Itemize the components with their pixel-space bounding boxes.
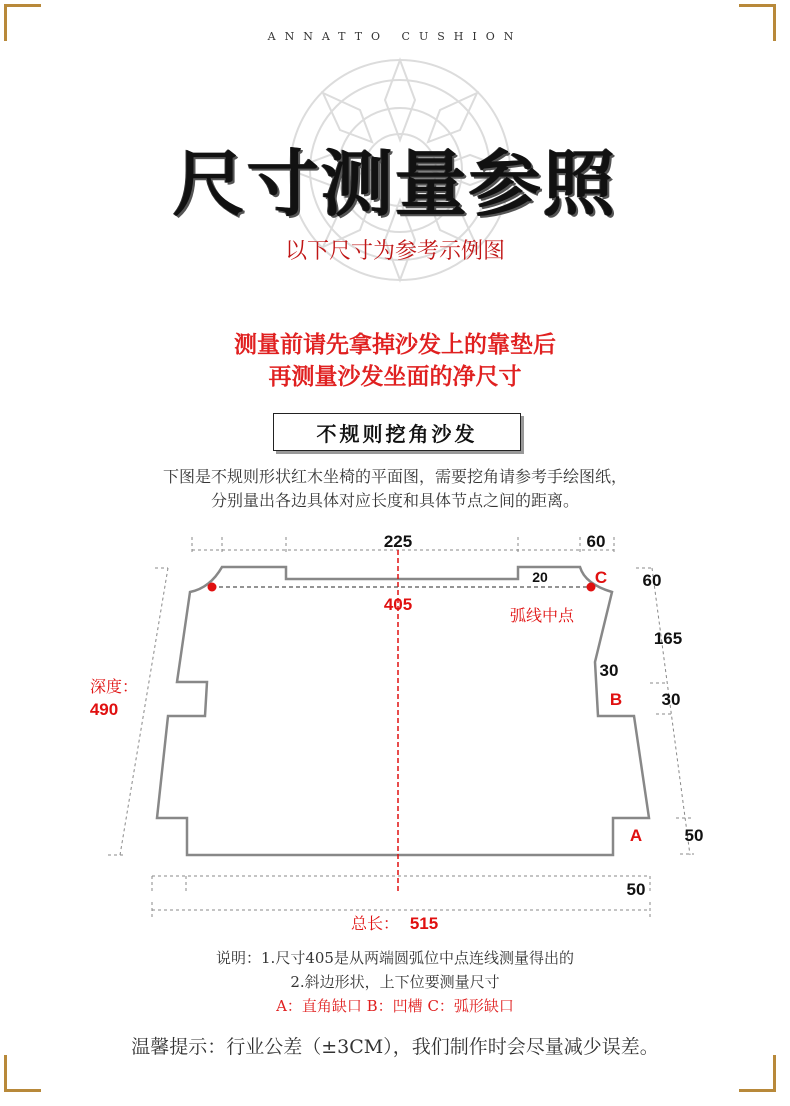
description-line-1: 下图是不规则形状红木坐椅的平面图，需要挖角请参考手绘图纸，: [162, 467, 627, 486]
page-subtitle: 以下尺寸为参考示例图: [284, 239, 505, 264]
legend-line-3: A：直角缺口 B：凹槽 C：弧形缺口: [276, 997, 514, 1015]
dim-inner-width: 405: [383, 595, 413, 614]
legend-line-2: 2.斜边形状，上下位要测量尺寸: [290, 973, 500, 991]
section-title: 不规则挖角沙发: [316, 421, 478, 446]
depth-value: 490: [89, 700, 119, 719]
dim-top-right-gap: 60: [586, 532, 606, 551]
depth-label: 深度：: [89, 677, 139, 696]
total-length-value: 515: [409, 914, 439, 933]
dim-groove-height: 30: [661, 690, 681, 709]
label-b: B: [609, 690, 623, 709]
notice-line-1: 测量前请先拿掉沙发上的靠垫后: [234, 332, 556, 358]
dim-notch-top: 20: [532, 569, 548, 585]
section-title-box: [273, 413, 521, 451]
label-c: C: [594, 568, 608, 587]
dim-right-top: 60: [642, 571, 662, 590]
dim-corner-width: 50: [626, 880, 646, 899]
dim-top-width: 225: [383, 532, 413, 551]
description-line-2: 分别量出各边具体对应长度和具体节点之间的距离。: [210, 491, 579, 510]
label-a: A: [629, 826, 643, 845]
total-length-label: 总长：: [350, 914, 400, 933]
dim-groove-depth: 30: [599, 661, 619, 680]
frame-corner-bottom-left: [4, 1055, 41, 1092]
sofa-plan-diagram: [0, 520, 790, 940]
frame-corner-bottom-right: [739, 1055, 776, 1092]
arc-midpoint-label: 弧线中点: [509, 606, 575, 625]
brand-name: ANNATTO CUSHION: [267, 30, 523, 43]
dim-right-segment: 165: [653, 629, 683, 648]
dim-corner-height: 50: [684, 826, 704, 845]
tolerance-tip: 温馨提示：行业公差（±3CM），我们制作时会尽量减少误差。: [131, 1036, 659, 1058]
arc-midpoint-left-dot: [208, 583, 217, 592]
notice-line-2: 再测量沙发坐面的净尺寸: [268, 364, 522, 390]
legend-line-1: 说明：1.尺寸405是从两端圆弧位中点连线测量得出的: [216, 949, 574, 967]
page-title: 尺寸测量参照: [172, 141, 617, 226]
